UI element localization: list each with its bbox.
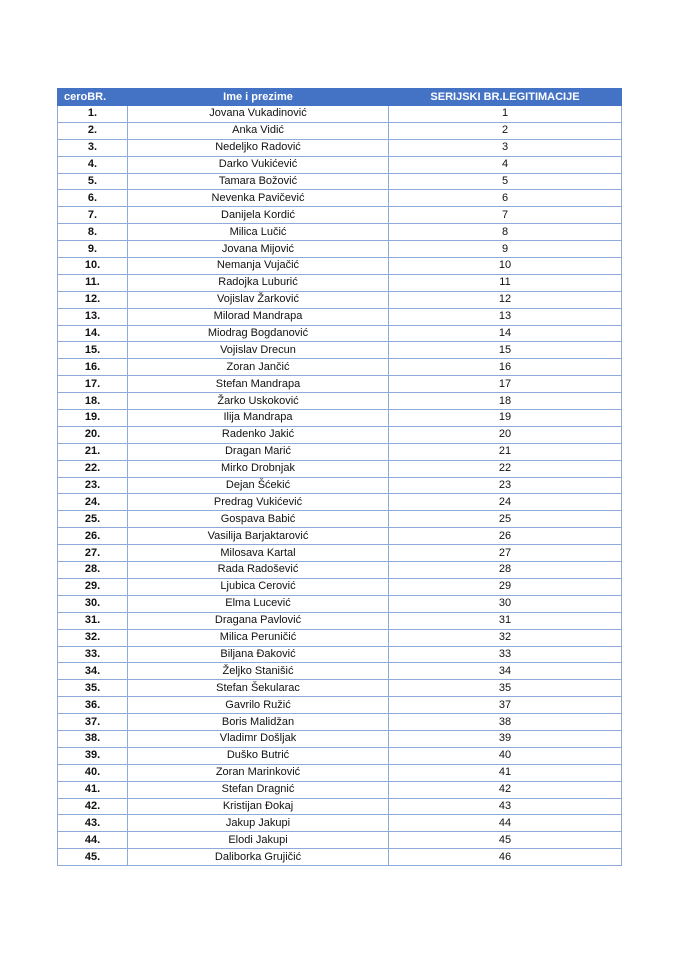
person-name: Miodrag Bogdanović xyxy=(128,325,389,342)
serial-number: 12 xyxy=(389,291,622,308)
row-number: 4. xyxy=(58,156,128,173)
person-name: Vladimr Došljak xyxy=(128,730,389,747)
serial-number: 30 xyxy=(389,595,622,612)
serial-number: 21 xyxy=(389,443,622,460)
table-row xyxy=(58,359,622,376)
serial-number: 9 xyxy=(389,241,622,258)
person-name: Gospava Babić xyxy=(128,511,389,528)
person-name: Dragan Marić xyxy=(128,443,389,460)
row-number: 15. xyxy=(58,342,128,359)
table-row xyxy=(58,410,622,427)
serial-number: 25 xyxy=(389,511,622,528)
serial-number: 6 xyxy=(389,190,622,207)
row-number: 13. xyxy=(58,308,128,325)
row-number: 2. xyxy=(58,122,128,139)
person-name: Vojislav Žarković xyxy=(128,291,389,308)
table-row xyxy=(58,291,622,308)
row-number: 33. xyxy=(58,646,128,663)
serial-number: 14 xyxy=(389,325,622,342)
row-number: 27. xyxy=(58,545,128,562)
person-name: Stefan Mandrapa xyxy=(128,376,389,393)
row-number: 8. xyxy=(58,224,128,241)
serial-number: 3 xyxy=(389,139,622,156)
serial-number: 4 xyxy=(389,156,622,173)
row-number: 3. xyxy=(58,139,128,156)
table-row xyxy=(58,595,622,612)
row-number: 28. xyxy=(58,562,128,579)
table-body xyxy=(58,106,622,866)
table-row xyxy=(58,562,622,579)
table-row xyxy=(58,764,622,781)
person-name: Anka Vidić xyxy=(128,122,389,139)
person-name: Milorad Mandrapa xyxy=(128,308,389,325)
serial-number: 32 xyxy=(389,629,622,646)
table-row xyxy=(58,578,622,595)
person-name: Milosava Kartal xyxy=(128,545,389,562)
serial-number: 24 xyxy=(389,494,622,511)
row-number: 6. xyxy=(58,190,128,207)
row-number: 44. xyxy=(58,832,128,849)
table-row xyxy=(58,612,622,629)
row-number: 22. xyxy=(58,460,128,477)
serial-number: 38 xyxy=(389,714,622,731)
serial-number: 22 xyxy=(389,460,622,477)
serial-number: 26 xyxy=(389,528,622,545)
row-number: 25. xyxy=(58,511,128,528)
row-number: 30. xyxy=(58,595,128,612)
row-number: 40. xyxy=(58,764,128,781)
row-number: 41. xyxy=(58,781,128,798)
serial-number: 20 xyxy=(389,426,622,443)
table-row xyxy=(58,832,622,849)
serial-number: 34 xyxy=(389,663,622,680)
row-number: 24. xyxy=(58,494,128,511)
table-row xyxy=(58,528,622,545)
table-row xyxy=(58,494,622,511)
serial-number: 5 xyxy=(389,173,622,190)
table-row xyxy=(58,714,622,731)
table-row xyxy=(58,376,622,393)
person-name: Vasilija Barjaktarović xyxy=(128,528,389,545)
person-name: Stefan Dragnić xyxy=(128,781,389,798)
row-number: 37. xyxy=(58,714,128,731)
table-row xyxy=(58,224,622,241)
row-number: 18. xyxy=(58,393,128,410)
serial-number: 44 xyxy=(389,815,622,832)
table-row xyxy=(58,443,622,460)
serial-number: 23 xyxy=(389,477,622,494)
person-name: Zoran Jančić xyxy=(128,359,389,376)
row-number: 10. xyxy=(58,258,128,275)
table-row xyxy=(58,106,622,123)
header-name: Ime i prezime xyxy=(128,89,389,106)
serial-number: 45 xyxy=(389,832,622,849)
serial-number: 18 xyxy=(389,393,622,410)
row-number: 5. xyxy=(58,173,128,190)
row-number: 20. xyxy=(58,426,128,443)
serial-number: 43 xyxy=(389,798,622,815)
table-row xyxy=(58,393,622,410)
serial-number: 13 xyxy=(389,308,622,325)
table-row xyxy=(58,730,622,747)
row-number: 43. xyxy=(58,815,128,832)
row-number: 21. xyxy=(58,443,128,460)
person-name: Boris Malidžan xyxy=(128,714,389,731)
serial-number: 46 xyxy=(389,849,622,866)
person-name: Danijela Kordić xyxy=(128,207,389,224)
row-number: 9. xyxy=(58,241,128,258)
table-row xyxy=(58,781,622,798)
table-row xyxy=(58,663,622,680)
row-number: 32. xyxy=(58,629,128,646)
row-number: 35. xyxy=(58,680,128,697)
table-row xyxy=(58,122,622,139)
person-name: Ljubica Cerović xyxy=(128,578,389,595)
person-name: Dejan Šćekić xyxy=(128,477,389,494)
row-number: 29. xyxy=(58,578,128,595)
person-name: Željko Stanišić xyxy=(128,663,389,680)
person-name: Jakup Jakupi xyxy=(128,815,389,832)
person-name: Nevenka Pavičević xyxy=(128,190,389,207)
table-row xyxy=(58,342,622,359)
person-name: Mirko Drobnjak xyxy=(128,460,389,477)
row-number: 7. xyxy=(58,207,128,224)
row-number: 12. xyxy=(58,291,128,308)
table-row xyxy=(58,697,622,714)
row-number: 17. xyxy=(58,376,128,393)
table-row xyxy=(58,258,622,275)
table-header-row xyxy=(58,89,622,106)
serial-number: 17 xyxy=(389,376,622,393)
row-number: 38. xyxy=(58,730,128,747)
serial-number: 35 xyxy=(389,680,622,697)
row-number: 19. xyxy=(58,410,128,427)
person-name: Dragana Pavlović xyxy=(128,612,389,629)
person-name: Tamara Božović xyxy=(128,173,389,190)
serial-number: 10 xyxy=(389,258,622,275)
row-number: 34. xyxy=(58,663,128,680)
serial-number: 42 xyxy=(389,781,622,798)
row-number: 11. xyxy=(58,274,128,291)
table-row xyxy=(58,629,622,646)
serial-number: 31 xyxy=(389,612,622,629)
person-name: Ilija Mandrapa xyxy=(128,410,389,427)
serial-number: 29 xyxy=(389,578,622,595)
serial-number: 2 xyxy=(389,122,622,139)
table-row xyxy=(58,511,622,528)
person-name: Milica Lučić xyxy=(128,224,389,241)
table-row xyxy=(58,680,622,697)
serial-number: 7 xyxy=(389,207,622,224)
table-row xyxy=(58,545,622,562)
person-name: Žarko Uskoković xyxy=(128,393,389,410)
serial-number: 27 xyxy=(389,545,622,562)
table-row xyxy=(58,477,622,494)
header-number: ceroBR. xyxy=(58,89,128,106)
serial-number: 19 xyxy=(389,410,622,427)
row-number: 45. xyxy=(58,849,128,866)
serial-number: 15 xyxy=(389,342,622,359)
person-name: Radenko Jakić xyxy=(128,426,389,443)
table-row xyxy=(58,241,622,258)
table-row xyxy=(58,747,622,764)
table-row xyxy=(58,849,622,866)
serial-number: 28 xyxy=(389,562,622,579)
person-name: Milica Peruničić xyxy=(128,629,389,646)
person-name: Stefan Šekularac xyxy=(128,680,389,697)
header-serial: SERIJSKI BR.LEGITIMACIJE xyxy=(389,89,622,106)
person-name: Radojka Luburić xyxy=(128,274,389,291)
row-number: 1. xyxy=(58,106,128,123)
person-name: Jovana Vukadinović xyxy=(128,106,389,123)
person-name: Elma Lucević xyxy=(128,595,389,612)
table-row xyxy=(58,308,622,325)
person-name: Nemanja Vujačić xyxy=(128,258,389,275)
table-row xyxy=(58,815,622,832)
serial-number: 41 xyxy=(389,764,622,781)
row-number: 26. xyxy=(58,528,128,545)
row-number: 16. xyxy=(58,359,128,376)
table-row xyxy=(58,190,622,207)
person-name: Jovana Mijović xyxy=(128,241,389,258)
table-row xyxy=(58,325,622,342)
serial-number: 16 xyxy=(389,359,622,376)
serial-number: 39 xyxy=(389,730,622,747)
person-name: Darko Vukićević xyxy=(128,156,389,173)
person-name: Zoran Marinković xyxy=(128,764,389,781)
person-name: Nedeljko Radović xyxy=(128,139,389,156)
person-name: Vojislav Drecun xyxy=(128,342,389,359)
person-name: Kristijan Đokaj xyxy=(128,798,389,815)
table-row xyxy=(58,173,622,190)
row-number: 42. xyxy=(58,798,128,815)
table-row xyxy=(58,798,622,815)
table-row xyxy=(58,646,622,663)
serial-number: 33 xyxy=(389,646,622,663)
table-row xyxy=(58,207,622,224)
row-number: 36. xyxy=(58,697,128,714)
table-row xyxy=(58,274,622,291)
person-name: Elodi Jakupi xyxy=(128,832,389,849)
legitimation-table xyxy=(57,88,622,866)
person-name: Gavrilo Ružić xyxy=(128,697,389,714)
person-name: Rada Radošević xyxy=(128,562,389,579)
person-name: Duško Butrić xyxy=(128,747,389,764)
row-number: 31. xyxy=(58,612,128,629)
table-row xyxy=(58,156,622,173)
person-name: Daliborka Grujičić xyxy=(128,849,389,866)
serial-number: 40 xyxy=(389,747,622,764)
person-name: Biljana Đaković xyxy=(128,646,389,663)
serial-number: 1 xyxy=(389,106,622,123)
row-number: 14. xyxy=(58,325,128,342)
row-number: 39. xyxy=(58,747,128,764)
serial-number: 11 xyxy=(389,274,622,291)
person-name: Predrag Vukićević xyxy=(128,494,389,511)
table-row xyxy=(58,139,622,156)
table-row xyxy=(58,460,622,477)
serial-number: 37 xyxy=(389,697,622,714)
serial-number: 8 xyxy=(389,224,622,241)
row-number: 23. xyxy=(58,477,128,494)
table-row xyxy=(58,426,622,443)
